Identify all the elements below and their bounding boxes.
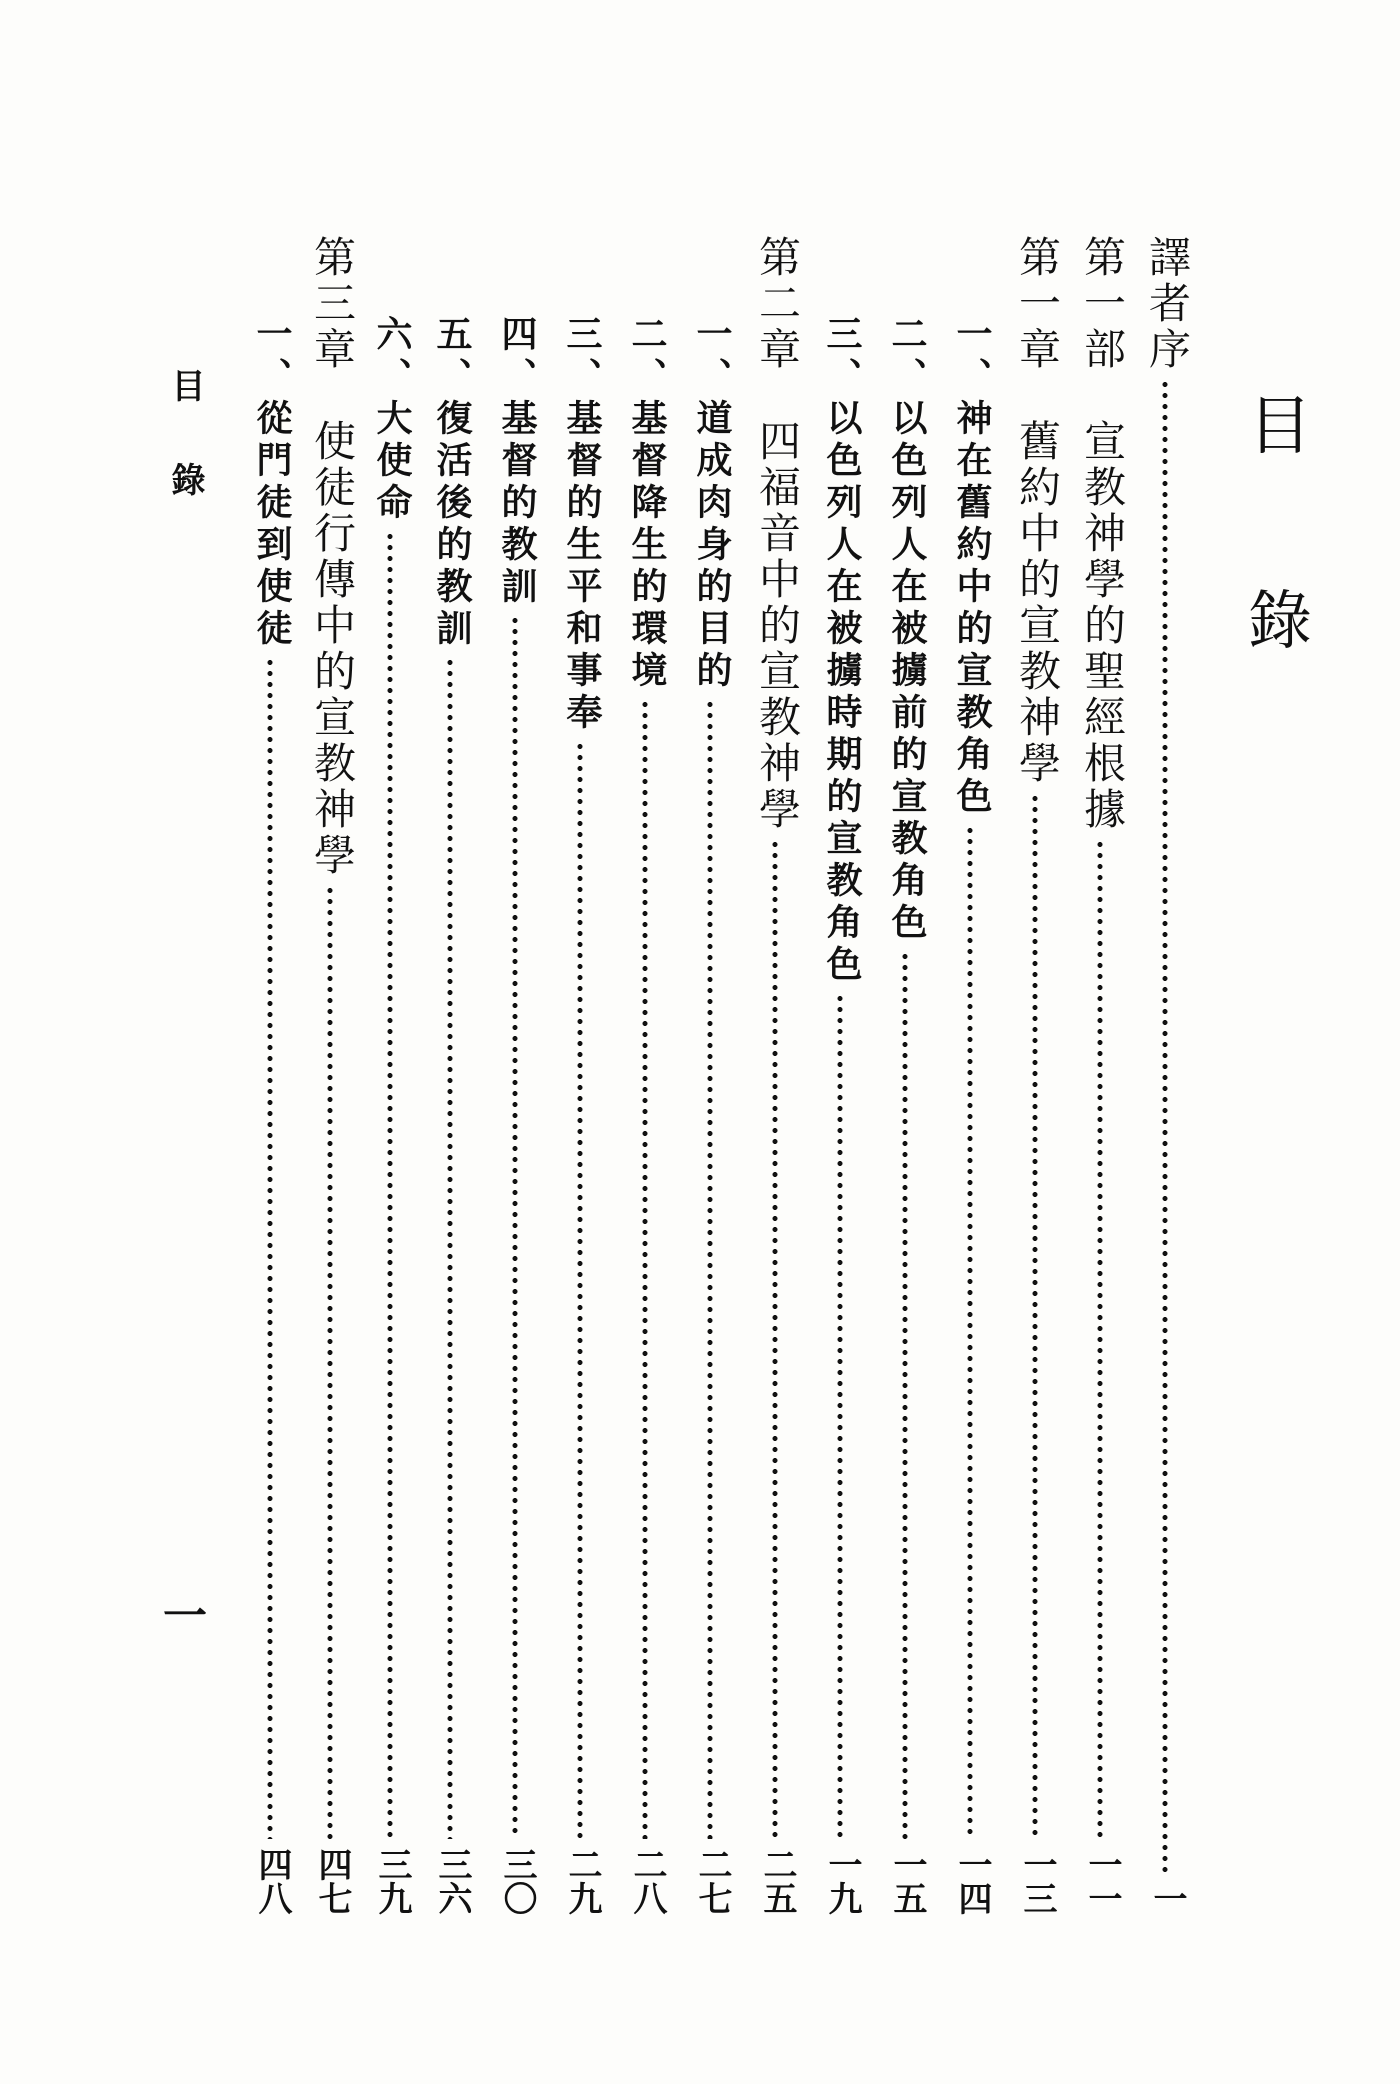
toc-entry-page-number: 三六 bbox=[432, 1847, 472, 1915]
toc-entry-title: 第二章 四福音中的宣教神學 bbox=[753, 235, 802, 833]
dot-leader bbox=[1097, 839, 1103, 1839]
dot-leader bbox=[327, 885, 333, 1839]
toc-entry bbox=[685, 235, 739, 1915]
toc-entry-title: 一、從門徒到使徒 bbox=[251, 315, 293, 651]
toc-entry-title: 三、基督的生平和事奉 bbox=[561, 315, 603, 735]
dot-leader bbox=[1032, 793, 1038, 1839]
toc-entry bbox=[880, 235, 934, 1915]
toc-entry-title: 第一部 宣教神學的聖經根據 bbox=[1078, 235, 1127, 833]
page-title-char-1: 目 bbox=[1248, 390, 1312, 464]
page-number: 一 bbox=[163, 1591, 207, 1642]
dot-leader bbox=[387, 531, 393, 1839]
toc-entry-page-number: 二九 bbox=[562, 1847, 602, 1915]
toc-entry-page-number: 二八 bbox=[627, 1847, 667, 1915]
toc-entry-page-number: 一三 bbox=[1017, 1847, 1057, 1915]
dot-leader bbox=[772, 839, 778, 1839]
toc-entry bbox=[945, 235, 999, 1915]
toc-entry bbox=[1140, 235, 1194, 1915]
toc-entry-title: 第一章 舊約中的宣教神學 bbox=[1013, 235, 1062, 787]
toc-entry-page-number: 三〇 bbox=[497, 1847, 537, 1915]
dot-leader bbox=[267, 657, 273, 1839]
toc-entry-title: 二、以色列人在被擄前的宣教角色 bbox=[886, 315, 928, 945]
toc-entry-title: 五、復活後的教訓 bbox=[431, 315, 473, 651]
toc-entry bbox=[490, 235, 544, 1915]
toc-entry-page-number: 一九 bbox=[822, 1847, 862, 1915]
toc-entry-page-number: 一一 bbox=[1082, 1847, 1122, 1915]
toc-entry-page-number: 二七 bbox=[692, 1847, 732, 1915]
toc-entry bbox=[1010, 235, 1064, 1915]
toc-entry bbox=[365, 235, 419, 1915]
toc-entry bbox=[245, 235, 299, 1915]
toc-entry bbox=[425, 235, 479, 1915]
toc-entry bbox=[555, 235, 609, 1915]
toc-entry-page-number: 一五 bbox=[887, 1847, 927, 1915]
dot-leader bbox=[512, 615, 518, 1839]
dot-leader bbox=[447, 657, 453, 1839]
toc-entry-page-number: 一 bbox=[1147, 1881, 1187, 1915]
toc-entry-title: 二、基督降生的環境 bbox=[626, 315, 668, 693]
dot-leader bbox=[1162, 379, 1168, 1873]
toc-entry-page-number: 三九 bbox=[372, 1847, 412, 1915]
toc-entry-page-number: 四七 bbox=[312, 1847, 352, 1915]
dot-leader bbox=[902, 951, 908, 1839]
toc-entry bbox=[750, 235, 804, 1915]
toc-entry-title: 六、大使命 bbox=[371, 315, 413, 525]
toc-entry bbox=[1075, 235, 1129, 1915]
toc-entry bbox=[815, 235, 869, 1915]
dot-leader bbox=[837, 993, 843, 1839]
toc-entry-title: 三、以色列人在被擄時期的宣教角色 bbox=[821, 315, 863, 987]
dot-leader bbox=[577, 741, 583, 1839]
toc-entry-title: 第三章 使徒行傳中的宣教神學 bbox=[308, 235, 357, 879]
toc-entry-title: 一、道成肉身的目的 bbox=[691, 315, 733, 693]
toc-entry-title: 四、基督的教訓 bbox=[496, 315, 538, 609]
toc-entry-title: 一、神在舊約中的宣教角色 bbox=[951, 315, 993, 819]
page-title-char-2: 錄 bbox=[1248, 585, 1312, 659]
running-header: 目錄 bbox=[165, 368, 205, 556]
toc-entry bbox=[305, 235, 359, 1915]
toc-entry-page-number: 二五 bbox=[757, 1847, 797, 1915]
toc-entry-title: 譯者序 bbox=[1143, 235, 1192, 373]
dot-leader bbox=[642, 699, 648, 1839]
toc-entry bbox=[620, 235, 674, 1915]
toc-entry-page-number: 四八 bbox=[252, 1847, 292, 1915]
toc-entry-page-number: 一四 bbox=[952, 1847, 992, 1915]
dot-leader bbox=[967, 825, 973, 1839]
dot-leader bbox=[707, 699, 713, 1839]
